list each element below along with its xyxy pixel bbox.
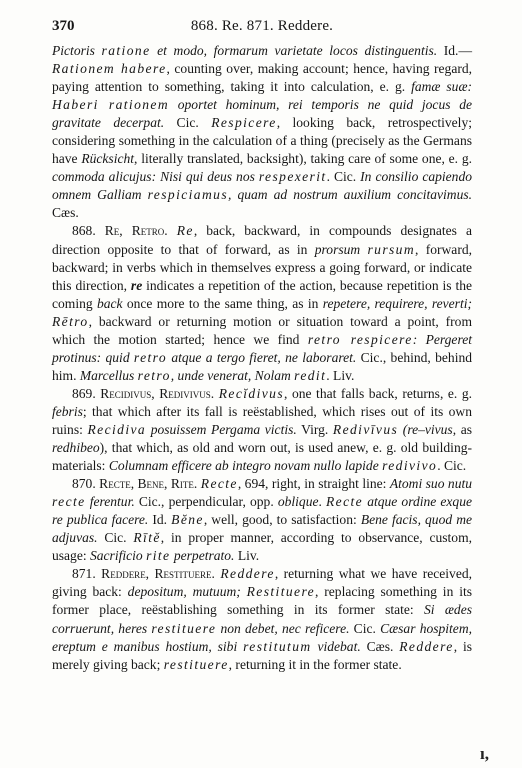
latin-quotation: ferentur. <box>85 494 135 510</box>
text-run: , literally translated, backsight), taking care of some one, e. g. <box>134 151 472 167</box>
spaced-term: respexerit <box>258 169 327 185</box>
text-run: , in proper manner, according to observance, custom, usage: <box>52 530 472 564</box>
page-number: 370 <box>52 18 75 34</box>
latin-quotation: atque ordine exque re publica facere. <box>52 494 472 528</box>
spaced-term: Reddere <box>220 566 275 582</box>
latin-quotation: Atomi suo nutu <box>389 476 472 492</box>
text-run: ; that which after its fall is reëstablished, which rises out of its own ruins: <box>52 403 472 437</box>
text-run: , replacing something in its former place, reëstablishing something in its former state: <box>52 584 472 618</box>
text-run: , well, good, to satisfaction: <box>203 512 361 528</box>
spaced-term: rursum <box>367 241 416 257</box>
spaced-term: Recte <box>326 494 364 510</box>
entry-headword: Recidivus, Redivivus. <box>100 385 215 401</box>
text-run: Cic. <box>97 530 134 546</box>
latin-quotation: non debet, nec reficere. <box>216 620 350 636</box>
latin-quotation: febris <box>52 403 83 419</box>
spaced-term: recte <box>52 494 86 510</box>
body-text <box>52 42 472 674</box>
latin-quotation: famæ suæ: <box>411 79 473 95</box>
text-run: , forward, backward; in verbs which in themselves express a going forward, or indicate this direction, <box>52 241 472 293</box>
spaced-term: Recte <box>200 476 238 492</box>
latin-quotation: Cæsar hospitem, ereptum e manibus hostium, sibi <box>52 620 472 654</box>
spaced-term: retro <box>137 367 171 383</box>
text-run: Cic., behind, behind him. <box>52 349 473 383</box>
spaced-term: retro <box>133 349 168 365</box>
latin-quotation: oportet hominum, rei temporis ne quid jocus de gravitate decerpat. <box>52 97 473 131</box>
text-run: Cæs. <box>360 638 400 654</box>
text-run: , is merely giving back; <box>52 638 472 672</box>
emphasized-term: re <box>130 277 143 293</box>
text-run: , looking back, retrospectively; considering something in the calculation of a thing (precisely as the Germans have <box>52 115 472 167</box>
spaced-term: Recĭdivus <box>218 385 284 401</box>
spaced-term: Haberi rationem <box>52 97 170 113</box>
latin-quotation: Bene facis, quod me adjuvas. <box>52 512 473 546</box>
text-run: , one that falls back, returns, e. g. <box>284 385 472 401</box>
spaced-term: Redivīvus <box>332 421 399 437</box>
text-run: 870. <box>72 476 100 492</box>
spaced-term: rite <box>146 548 171 564</box>
text-run: , returning what we have received, giving back: <box>52 566 472 600</box>
spaced-term: restituere <box>163 656 229 672</box>
text-run: , returning it in the former state. <box>228 656 402 672</box>
text-run: Cæs. <box>52 205 79 221</box>
latin-quotation: redhibeo <box>52 440 100 456</box>
entry-871 <box>52 565 472 673</box>
spaced-term: Re <box>176 223 194 239</box>
text-run: Virg. <box>296 421 333 437</box>
book-page <box>52 14 472 674</box>
running-head <box>52 14 472 38</box>
text-run: , 694, right, in straight line: <box>237 476 390 492</box>
text-run <box>168 223 177 238</box>
latin-quotation: : Pergeret protinus: quid <box>52 331 472 365</box>
spaced-term: redivivo <box>382 458 438 474</box>
text-run: , counting over, making account; hence, having regard, paying attention to something, taking it into calculation, e. g. <box>52 61 473 95</box>
spaced-term: redit <box>294 367 327 383</box>
latin-quotation: posuissem Pergama victis. <box>146 421 297 437</box>
text-run: Id.— <box>437 43 472 58</box>
text-run: Cic. <box>164 115 212 131</box>
entry-headword: Recte, Bene, Rite. <box>99 476 198 492</box>
latin-quotation: In consilio capiendo omnem Galliam <box>52 169 472 203</box>
text-run: indicates a repetition of the action, because repetition is the coming <box>52 277 472 311</box>
text-run: ), that which, as old and worn out, is used anew, e. g. old building-materials: <box>52 440 472 474</box>
text-run: . Cic. <box>326 169 361 185</box>
latin-quotation: Rücksicht <box>81 151 135 167</box>
text-run: Cic. <box>349 620 381 636</box>
latin-quotation: , quam ad nostrum auxilium concitavimus. <box>228 187 472 203</box>
latin-quotation: commoda alicujus: Nisi qui deus nos <box>52 169 259 185</box>
latin-quotation: (re–vivus <box>398 421 453 437</box>
text-run: , back, backward, in compounds designates a direction opposite to that of forward, as in <box>52 223 472 257</box>
latin-quotation: repetere, requirere, reverti; <box>322 295 472 311</box>
running-head-title: 868. Re. 871. Reddere. <box>190 18 334 34</box>
spaced-term: ratione <box>101 43 151 58</box>
entry-868 <box>52 222 472 384</box>
text-run: , as <box>452 421 473 437</box>
text-run: once more to the same thing, as in <box>122 295 323 311</box>
latin-quotation: prorsum <box>314 241 368 257</box>
text-run: . Liv. <box>326 367 355 383</box>
paragraph-continuation <box>52 42 472 222</box>
entry-headword: Re, Retro. <box>104 223 168 239</box>
latin-quotation: Sacrificio <box>90 548 147 564</box>
text-run: . Cic. <box>437 458 467 474</box>
spaced-term: Recidiva <box>87 421 147 437</box>
spaced-term: Reddere <box>399 638 454 654</box>
text-run: . <box>318 494 326 510</box>
text-run: 869. <box>72 385 101 401</box>
latin-quotation: perpetrato. <box>170 548 235 564</box>
page-edge-mark: ı, <box>480 744 489 763</box>
entry-870 <box>52 475 472 565</box>
text-run: , backward or returning motion or situation toward a point, from which the motion started; hence we find <box>52 313 472 347</box>
text-run: 871. <box>72 566 102 582</box>
text-run: Cic., perpendicular, opp. <box>134 494 278 510</box>
latin-quotation: back <box>96 295 123 311</box>
latin-quotation: , unde venerat, Nolam <box>170 367 295 383</box>
spaced-term: Respicere <box>211 115 277 131</box>
spaced-term: Rītĕ <box>133 530 161 546</box>
text-run: Id. <box>148 512 172 528</box>
entry-869 <box>52 385 472 475</box>
latin-quotation: et modo, formarum varietate locos distinguentis. <box>150 43 438 58</box>
spaced-term: respiciamus <box>147 187 229 203</box>
latin-quotation: oblique <box>277 494 319 510</box>
latin-quotation: atque a tergo fieret, ne laboraret. <box>167 349 357 365</box>
spaced-term: Restituere <box>246 584 316 600</box>
text-run: 868. <box>72 223 105 239</box>
latin-quotation: Columnam efficere ab integro novam nullo lapide <box>108 458 383 474</box>
spaced-term: Rētro <box>52 313 89 329</box>
latin-quotation: Marcellus <box>79 367 138 383</box>
latin-quotation: Pictoris <box>52 43 102 58</box>
entry-headword: Reddere, Restituere. <box>101 566 215 582</box>
latin-quotation: Si ædes corruerunt, heres <box>52 602 472 636</box>
latin-quotation: videbat. <box>311 638 361 654</box>
spaced-term: restituere <box>151 620 217 636</box>
latin-quotation: depositum, mutuum; <box>127 584 247 600</box>
spaced-term: Bĕne <box>171 512 204 528</box>
spaced-term: Rationem habere <box>52 61 167 77</box>
spaced-term: retro respicere <box>307 331 413 347</box>
text-run: Liv. <box>234 548 260 564</box>
spaced-term: restitutum <box>243 638 312 654</box>
